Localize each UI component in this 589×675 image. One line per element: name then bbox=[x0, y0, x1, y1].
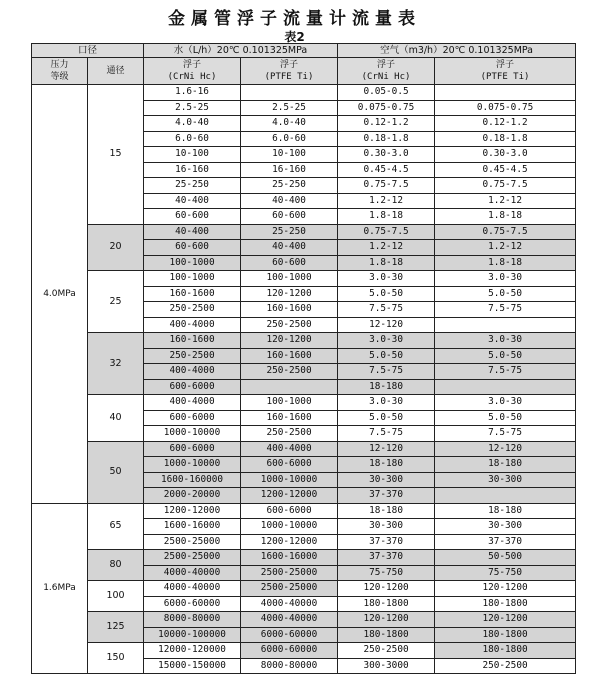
air-crni-cell: 37-370 bbox=[338, 534, 435, 550]
air-ptfe-cell bbox=[435, 488, 576, 504]
air-ptfe-cell: 180-1800 bbox=[435, 627, 576, 643]
float-crni-water-header: 浮子 (CrNi Hc) bbox=[144, 58, 241, 85]
air-crni-cell: 0.12-1.2 bbox=[338, 116, 435, 132]
table-row bbox=[32, 85, 576, 101]
air-ptfe-cell: 0.12-1.2 bbox=[435, 116, 576, 132]
air-ptfe-cell: 0.75-7.5 bbox=[435, 224, 576, 240]
air-ptfe-cell: 0.18-1.8 bbox=[435, 131, 576, 147]
bore-cell: 80 bbox=[88, 550, 144, 581]
water-crni-cell: 15000-150000 bbox=[144, 658, 241, 674]
water-crni-cell: 6000-60000 bbox=[144, 596, 241, 612]
water-ptfe-cell: 1200-12000 bbox=[241, 488, 338, 504]
table-row bbox=[32, 503, 576, 519]
air-ptfe-cell: 180-1800 bbox=[435, 596, 576, 612]
water-crni-cell: 400-4000 bbox=[144, 364, 241, 380]
water-crni-cell: 6.0-60 bbox=[144, 131, 241, 147]
water-ptfe-cell: 60-600 bbox=[241, 255, 338, 271]
bore-cell: 25 bbox=[88, 271, 144, 333]
caliber-header: 口径 bbox=[32, 44, 144, 58]
air-ptfe-cell bbox=[435, 85, 576, 101]
table-row bbox=[32, 612, 576, 628]
air-crni-cell: 3.0-30 bbox=[338, 333, 435, 349]
table-row bbox=[32, 441, 576, 457]
air-ptfe-cell: 12-120 bbox=[435, 441, 576, 457]
water-ptfe-cell: 600-6000 bbox=[241, 503, 338, 519]
water-crni-cell: 40-400 bbox=[144, 193, 241, 209]
water-ptfe-cell: 16-160 bbox=[241, 162, 338, 178]
water-crni-cell: 160-1600 bbox=[144, 286, 241, 302]
air-ptfe-cell: 5.0-50 bbox=[435, 348, 576, 364]
air-crni-cell: 12-120 bbox=[338, 317, 435, 333]
table-row bbox=[32, 333, 576, 349]
air-ptfe-cell: 0.75-7.5 bbox=[435, 178, 576, 194]
pressure-grade-header: 压力 等级 bbox=[32, 58, 88, 85]
float-ptfe-water-header: 浮子 (PTFE Ti) bbox=[241, 58, 338, 85]
air-crni-cell: 12-120 bbox=[338, 441, 435, 457]
air-ptfe-cell: 37-370 bbox=[435, 534, 576, 550]
water-crni-cell: 60-600 bbox=[144, 209, 241, 225]
water-crni-cell: 2000-20000 bbox=[144, 488, 241, 504]
water-crni-cell: 2500-25000 bbox=[144, 534, 241, 550]
bore-cell: 15 bbox=[88, 85, 144, 225]
air-crni-cell: 37-370 bbox=[338, 550, 435, 566]
water-ptfe-cell: 60-600 bbox=[241, 209, 338, 225]
air-ptfe-cell: 0.30-3.0 bbox=[435, 147, 576, 163]
air-crni-cell: 300-3000 bbox=[338, 658, 435, 674]
water-crni-cell: 1000-10000 bbox=[144, 426, 241, 442]
water-crni-cell: 600-6000 bbox=[144, 410, 241, 426]
water-ptfe-cell: 6000-60000 bbox=[241, 643, 338, 659]
water-ptfe-cell: 400-4000 bbox=[241, 441, 338, 457]
air-crni-cell: 18-180 bbox=[338, 503, 435, 519]
water-ptfe-cell: 250-2500 bbox=[241, 426, 338, 442]
air-crni-cell: 0.75-7.5 bbox=[338, 224, 435, 240]
water-ptfe-cell: 250-2500 bbox=[241, 364, 338, 380]
table-row bbox=[32, 643, 576, 659]
air-ptfe-cell: 250-2500 bbox=[435, 658, 576, 674]
air-crni-cell: 7.5-75 bbox=[338, 302, 435, 318]
water-crni-cell: 600-6000 bbox=[144, 379, 241, 395]
water-ptfe-cell: 4.0-40 bbox=[241, 116, 338, 132]
water-crni-cell: 400-4000 bbox=[144, 317, 241, 333]
air-ptfe-cell: 5.0-50 bbox=[435, 410, 576, 426]
air-crni-cell: 180-1800 bbox=[338, 596, 435, 612]
air-ptfe-cell: 180-1800 bbox=[435, 643, 576, 659]
air-ptfe-cell: 30-300 bbox=[435, 472, 576, 488]
air-ptfe-cell: 3.0-30 bbox=[435, 271, 576, 287]
air-crni-cell: 5.0-50 bbox=[338, 286, 435, 302]
document-title: 金属管浮子流量计流量表 bbox=[168, 9, 421, 29]
bore-cell: 20 bbox=[88, 224, 144, 271]
table-row bbox=[32, 224, 576, 240]
water-crni-cell: 160-1600 bbox=[144, 333, 241, 349]
air-ptfe-cell: 30-300 bbox=[435, 519, 576, 535]
air-crni-cell: 7.5-75 bbox=[338, 426, 435, 442]
water-crni-cell: 60-600 bbox=[144, 240, 241, 256]
pressure-grade-cell: 1.6MPa bbox=[32, 503, 88, 674]
air-ptfe-cell bbox=[435, 317, 576, 333]
water-ptfe-cell: 4000-40000 bbox=[241, 612, 338, 628]
water-crni-cell: 400-4000 bbox=[144, 395, 241, 411]
air-ptfe-cell: 18-180 bbox=[435, 457, 576, 473]
water-ptfe-cell: 25-250 bbox=[241, 224, 338, 240]
water-ptfe-cell: 40-400 bbox=[241, 240, 338, 256]
table-row bbox=[32, 550, 576, 566]
water-crni-cell: 250-2500 bbox=[144, 302, 241, 318]
air-crni-cell: 18-180 bbox=[338, 379, 435, 395]
air-crni-cell: 0.45-4.5 bbox=[338, 162, 435, 178]
water-ptfe-cell: 160-1600 bbox=[241, 348, 338, 364]
water-crni-cell: 10-100 bbox=[144, 147, 241, 163]
water-crni-cell: 4.0-40 bbox=[144, 116, 241, 132]
water-ptfe-cell: 100-1000 bbox=[241, 271, 338, 287]
air-crni-cell: 30-300 bbox=[338, 519, 435, 535]
water-ptfe-cell: 600-6000 bbox=[241, 457, 338, 473]
air-ptfe-cell: 120-1200 bbox=[435, 581, 576, 597]
air-crni-cell: 7.5-75 bbox=[338, 364, 435, 380]
water-ptfe-cell: 1600-16000 bbox=[241, 550, 338, 566]
water-ptfe-cell: 25-250 bbox=[241, 178, 338, 194]
air-crni-cell: 18-180 bbox=[338, 457, 435, 473]
air-ptfe-cell: 3.0-30 bbox=[435, 333, 576, 349]
air-crni-cell: 0.75-7.5 bbox=[338, 178, 435, 194]
bore-cell: 40 bbox=[88, 395, 144, 442]
water-ptfe-cell: 6000-60000 bbox=[241, 627, 338, 643]
water-crni-cell: 100-1000 bbox=[144, 255, 241, 271]
table-row bbox=[32, 395, 576, 411]
bore-cell: 50 bbox=[88, 441, 144, 503]
water-ptfe-cell: 40-400 bbox=[241, 193, 338, 209]
air-crni-cell: 3.0-30 bbox=[338, 271, 435, 287]
water-ptfe-cell: 2500-25000 bbox=[241, 565, 338, 581]
pressure-grade-cell: 4.0MPa bbox=[32, 85, 88, 504]
float-ptfe-air-header: 浮子 (PTFE Ti) bbox=[435, 58, 576, 85]
air-ptfe-cell: 1.8-18 bbox=[435, 255, 576, 271]
water-ptfe-cell: 120-1200 bbox=[241, 286, 338, 302]
water-crni-cell: 250-2500 bbox=[144, 348, 241, 364]
air-ptfe-cell: 7.5-75 bbox=[435, 302, 576, 318]
water-ptfe-cell: 120-1200 bbox=[241, 333, 338, 349]
water-ptfe-cell bbox=[241, 85, 338, 101]
air-crni-cell: 1.2-12 bbox=[338, 240, 435, 256]
air-crni-cell: 1.2-12 bbox=[338, 193, 435, 209]
air-ptfe-cell: 50-500 bbox=[435, 550, 576, 566]
water-crni-cell: 25-250 bbox=[144, 178, 241, 194]
water-ptfe-cell: 100-1000 bbox=[241, 395, 338, 411]
water-ptfe-cell: 8000-80000 bbox=[241, 658, 338, 674]
table-body bbox=[32, 85, 576, 674]
air-crni-cell: 1.8-18 bbox=[338, 209, 435, 225]
water-crni-cell: 16-160 bbox=[144, 162, 241, 178]
flow-rate-table bbox=[31, 43, 576, 674]
air-crni-cell: 5.0-50 bbox=[338, 410, 435, 426]
water-crni-cell: 10000-100000 bbox=[144, 627, 241, 643]
air-crni-cell: 0.05-0.5 bbox=[338, 85, 435, 101]
bore-header: 通径 bbox=[88, 58, 144, 85]
air-crni-cell: 120-1200 bbox=[338, 612, 435, 628]
water-ptfe-cell: 160-1600 bbox=[241, 410, 338, 426]
bore-cell: 32 bbox=[88, 333, 144, 395]
air-ptfe-cell bbox=[435, 379, 576, 395]
bore-cell: 125 bbox=[88, 612, 144, 643]
table-caption: 表2 bbox=[284, 30, 305, 44]
air-ptfe-cell: 3.0-30 bbox=[435, 395, 576, 411]
air-ptfe-cell: 0.075-0.75 bbox=[435, 100, 576, 116]
header-row-main bbox=[32, 44, 576, 58]
water-crni-cell: 1600-16000 bbox=[144, 519, 241, 535]
air-ptfe-cell: 7.5-75 bbox=[435, 364, 576, 380]
water-crni-cell: 600-6000 bbox=[144, 441, 241, 457]
air-crni-cell: 0.075-0.75 bbox=[338, 100, 435, 116]
water-crni-cell: 4000-40000 bbox=[144, 581, 241, 597]
air-ptfe-cell: 120-1200 bbox=[435, 612, 576, 628]
air-crni-cell: 180-1800 bbox=[338, 627, 435, 643]
air-crni-cell: 250-2500 bbox=[338, 643, 435, 659]
air-crni-cell: 30-300 bbox=[338, 472, 435, 488]
water-ptfe-cell bbox=[241, 379, 338, 395]
air-ptfe-cell: 18-180 bbox=[435, 503, 576, 519]
float-crni-air-header: 浮子 (CrNi Hc) bbox=[338, 58, 435, 85]
water-ptfe-cell: 10-100 bbox=[241, 147, 338, 163]
water-ptfe-cell: 250-2500 bbox=[241, 317, 338, 333]
header-row-sub bbox=[32, 58, 576, 85]
table-row bbox=[32, 581, 576, 597]
air-ptfe-cell: 1.8-18 bbox=[435, 209, 576, 225]
water-ptfe-cell: 160-1600 bbox=[241, 302, 338, 318]
water-crni-cell: 2500-25000 bbox=[144, 550, 241, 566]
bore-cell: 65 bbox=[88, 503, 144, 550]
water-ptfe-cell: 4000-40000 bbox=[241, 596, 338, 612]
air-ptfe-cell: 5.0-50 bbox=[435, 286, 576, 302]
water-ptfe-cell: 2.5-25 bbox=[241, 100, 338, 116]
water-ptfe-cell: 1000-10000 bbox=[241, 472, 338, 488]
water-header: 水（L/h）20℃ 0.101325MPa bbox=[144, 44, 338, 58]
water-ptfe-cell: 6.0-60 bbox=[241, 131, 338, 147]
air-crni-cell: 120-1200 bbox=[338, 581, 435, 597]
water-crni-cell: 12000-120000 bbox=[144, 643, 241, 659]
water-ptfe-cell: 1200-12000 bbox=[241, 534, 338, 550]
air-ptfe-cell: 7.5-75 bbox=[435, 426, 576, 442]
bore-cell: 150 bbox=[88, 643, 144, 674]
water-crni-cell: 8000-80000 bbox=[144, 612, 241, 628]
air-crni-cell: 0.30-3.0 bbox=[338, 147, 435, 163]
water-crni-cell: 40-400 bbox=[144, 224, 241, 240]
water-ptfe-cell: 2500-25000 bbox=[241, 581, 338, 597]
air-crni-cell: 75-750 bbox=[338, 565, 435, 581]
water-ptfe-cell: 1000-10000 bbox=[241, 519, 338, 535]
air-crni-cell: 3.0-30 bbox=[338, 395, 435, 411]
water-crni-cell: 2.5-25 bbox=[144, 100, 241, 116]
air-ptfe-cell: 1.2-12 bbox=[435, 193, 576, 209]
air-crni-cell: 0.18-1.8 bbox=[338, 131, 435, 147]
air-ptfe-cell: 1.2-12 bbox=[435, 240, 576, 256]
water-crni-cell: 1200-12000 bbox=[144, 503, 241, 519]
water-crni-cell: 100-1000 bbox=[144, 271, 241, 287]
table-row bbox=[32, 271, 576, 287]
water-crni-cell: 1000-10000 bbox=[144, 457, 241, 473]
bore-cell: 100 bbox=[88, 581, 144, 612]
air-crni-cell: 1.8-18 bbox=[338, 255, 435, 271]
air-crni-cell: 5.0-50 bbox=[338, 348, 435, 364]
air-crni-cell: 37-370 bbox=[338, 488, 435, 504]
air-header: 空气（m3/h）20℃ 0.101325MPa bbox=[338, 44, 576, 58]
water-crni-cell: 1.6-16 bbox=[144, 85, 241, 101]
air-ptfe-cell: 75-750 bbox=[435, 565, 576, 581]
water-crni-cell: 4000-40000 bbox=[144, 565, 241, 581]
air-ptfe-cell: 0.45-4.5 bbox=[435, 162, 576, 178]
water-crni-cell: 1600-160000 bbox=[144, 472, 241, 488]
